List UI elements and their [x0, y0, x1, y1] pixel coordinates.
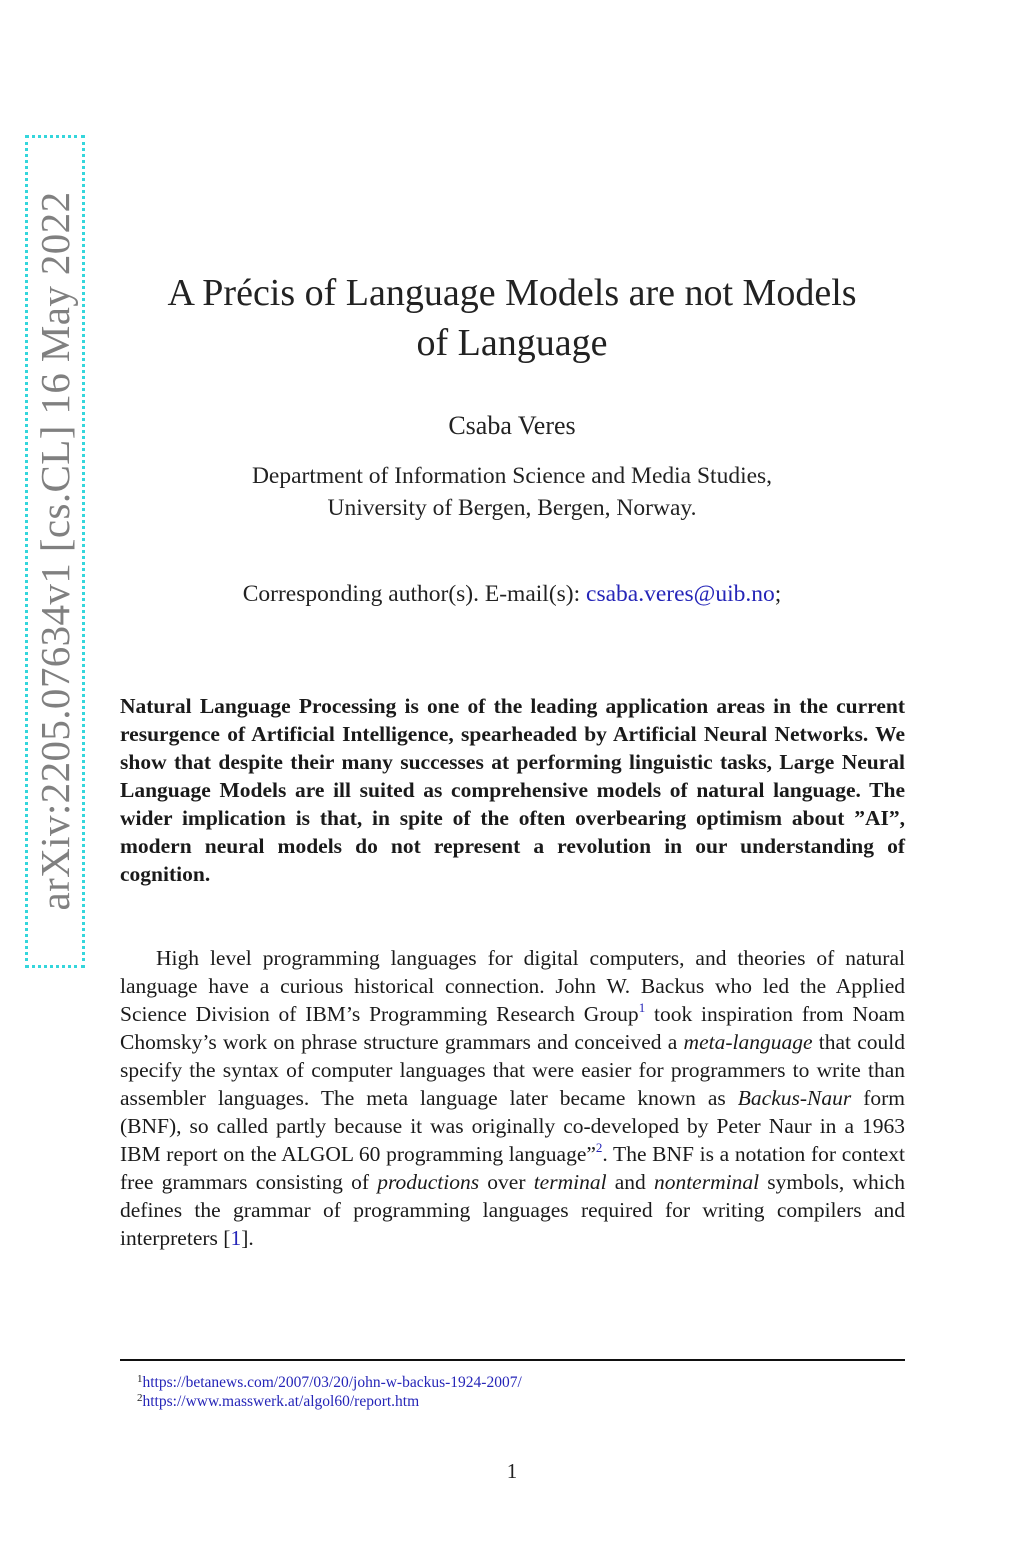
corresponding-author	[0, 578, 1024, 610]
page-number: 1	[506, 1459, 518, 1483]
page-title	[0, 268, 1024, 368]
affiliation	[0, 460, 1024, 524]
citation-link[interactable]: 1	[230, 1226, 242, 1250]
body-paragraph	[120, 944, 905, 1252]
footnote-divider	[120, 1359, 905, 1361]
body-text: High level programming languages for digital computers, and theories of natural language have a curious historical connection. John W. Backus who led the Applied Science Division of IBM’s Programming Research Group	[120, 946, 905, 1026]
arxiv-stamp: arXiv:2205.07634v1 [cs.CL] 16 May 2022	[32, 191, 78, 911]
body-text: ].	[241, 1226, 254, 1250]
affiliation-line-2: University of Bergen, Bergen, Norway.	[327, 495, 697, 521]
footnotes	[137, 1373, 522, 1411]
author-name: Csaba Veres	[448, 411, 576, 440]
footnote-link[interactable]: https://www.masswerk.at/algol60/report.htm	[142, 1393, 420, 1410]
body-text: form (BNF), so called partly because it was originally co-developed by Peter Naur in a 1963 IBM report on the ALGOL 60 programming language”	[120, 1086, 906, 1166]
emphasis-productions: productions	[377, 1170, 480, 1194]
footnote-1	[137, 1373, 522, 1392]
title-line-1: A Précis of Language Models are not Models	[167, 272, 857, 314]
footnote-2	[137, 1392, 522, 1411]
body-text: symbols, which defines the grammar of programming languages required for writing compilers and interpreters [	[120, 1170, 906, 1250]
footnote-link[interactable]: https://betanews.com/2007/03/20/john-w-backus-1924-2007/	[142, 1374, 522, 1391]
emphasis-nonterminal: nonterminal	[653, 1170, 760, 1194]
body-text: . The BNF is a notation for context free grammars consisting of	[120, 1142, 905, 1194]
body-text: that could specify the syntax of computer languages that were easier for programmers to write than assembler languages. The meta language later became known as	[120, 1030, 905, 1110]
emphasis-terminal: terminal	[533, 1170, 607, 1194]
footnote-mark: 2	[137, 1392, 143, 1404]
body-text: and	[606, 1170, 654, 1194]
affiliation-line-1: Department of Information Science and Media Studies,	[251, 463, 773, 489]
corresponding-suffix: ;	[774, 581, 782, 607]
footnote-ref-1[interactable]: 1	[638, 1000, 646, 1015]
footnote-mark: 1	[137, 1373, 143, 1385]
emphasis-meta-language: meta-language	[683, 1030, 813, 1054]
abstract: Natural Language Processing is one of the leading application areas in the current resurgence of Artificial Intelligence, spearheaded by Artificial Neural Networks. We show that despite their many successes at performing linguistic tasks, Large Neural Language Models are ill suited as comprehensive models of natural language. The wider implication is that, in spite of the often overbearing optimism about ”AI”, modern neural models do not represent a revolution in our understanding of cognition.	[120, 694, 905, 886]
corresponding-prefix: Corresponding author(s). E-mail(s):	[242, 581, 587, 607]
body-text: over	[479, 1170, 534, 1194]
email-link[interactable]: csaba.veres@uib.no	[586, 581, 775, 607]
footnote-ref-2[interactable]: 2	[595, 1140, 603, 1155]
body-text: took inspiration from Noam Chomsky’s work on phrase structure grammars and conceived a	[120, 1002, 905, 1054]
title-line-2: of Language	[416, 322, 608, 364]
emphasis-backus-naur: Backus-Naur	[737, 1086, 852, 1110]
